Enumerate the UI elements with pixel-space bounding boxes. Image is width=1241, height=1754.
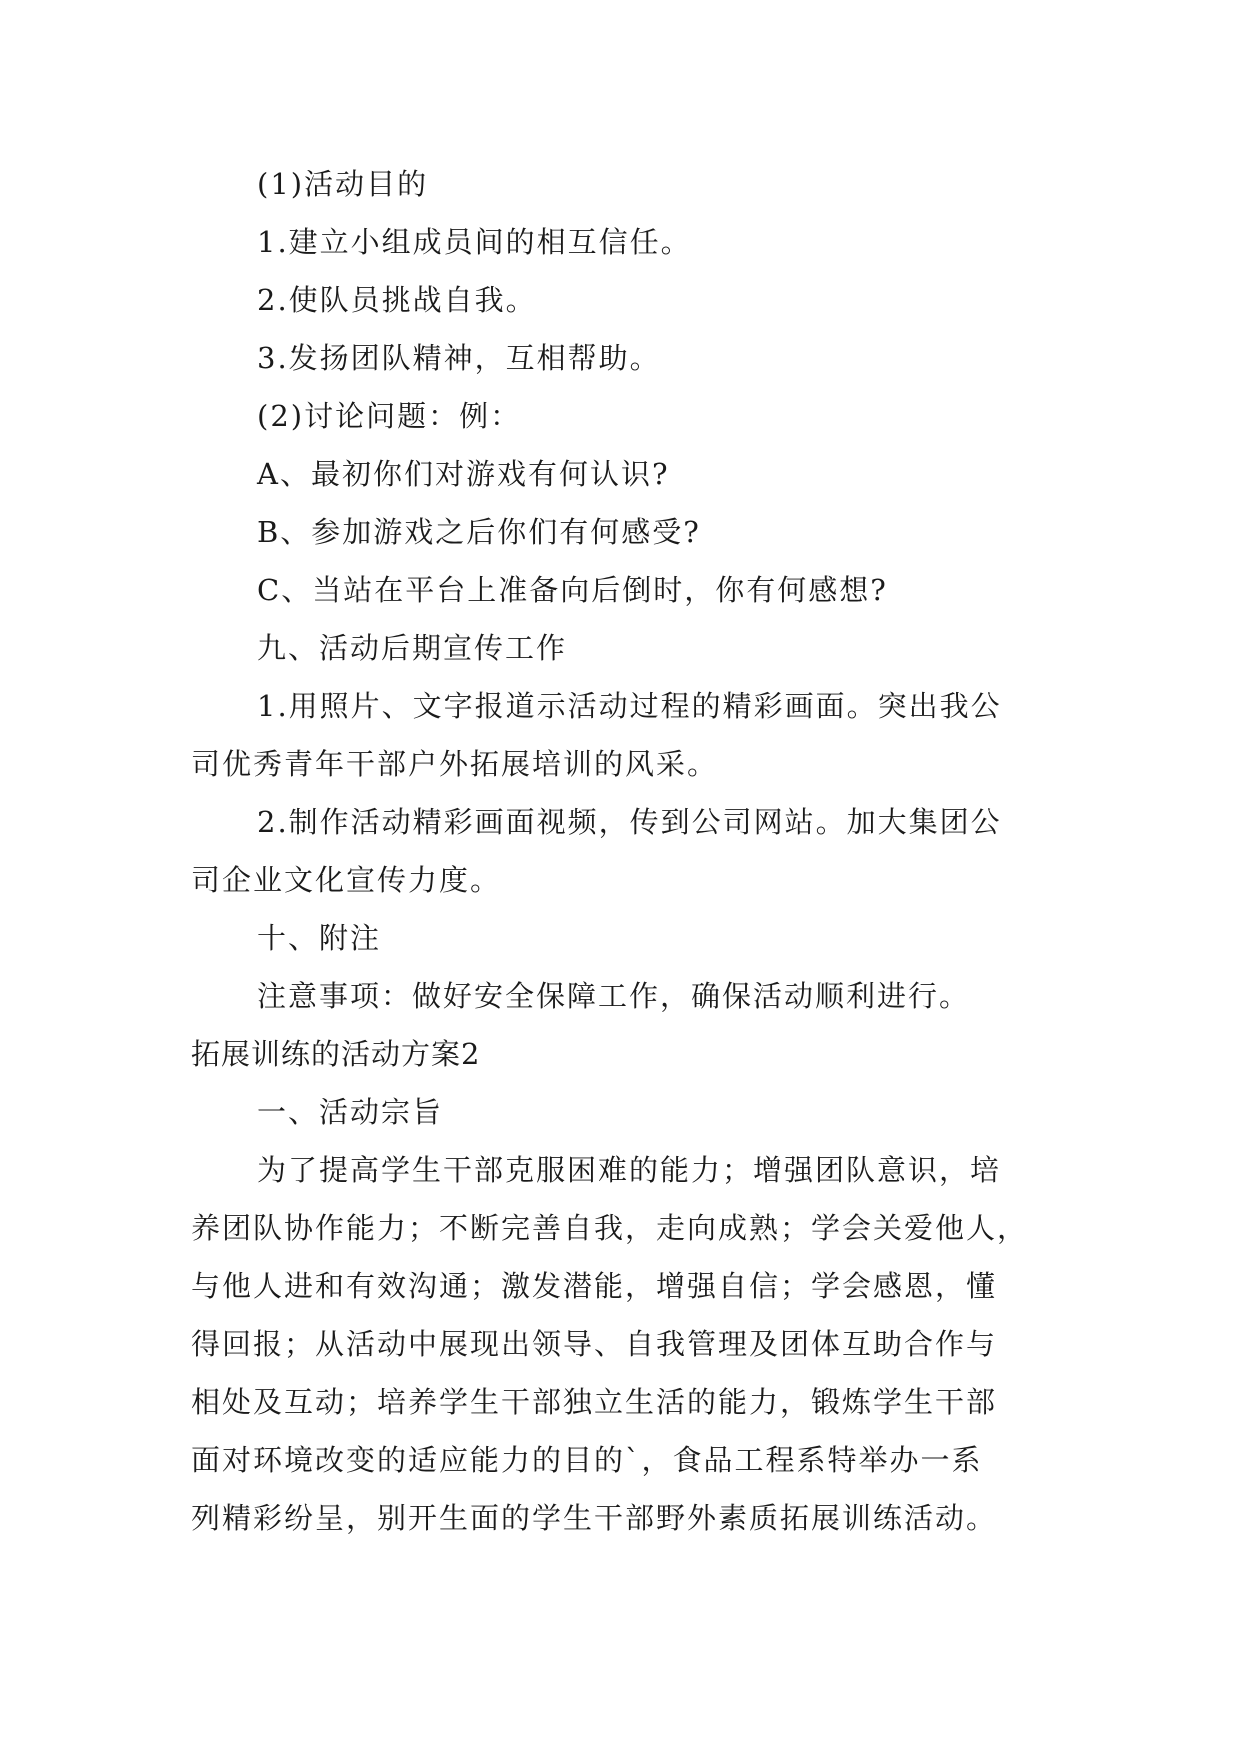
paragraph-line: 1.用照片、文字报道示活动过程的精彩画面。突出我公 <box>257 689 1002 723</box>
list-item: 1.建立小组成员间的相互信任。 <box>257 225 692 259</box>
paragraph-line: 面对环境改变的适应能力的目的`，食品工程系特举办一系 <box>191 1443 983 1477</box>
paragraph-line: 司企业文化宣传力度。 <box>191 863 502 897</box>
list-item: B、参加游戏之后你们有何感受? <box>257 515 701 549</box>
list-item: 3.发扬团队精神，互相帮助。 <box>257 341 661 375</box>
section-heading-notes: 十、附注 <box>257 921 382 955</box>
paragraph-line: 为了提高学生干部克服困难的能力；增强团队意识，培 <box>257 1153 1002 1187</box>
subheading-discussion: (2)讨论问题：例： <box>257 399 522 433</box>
paragraph-line: 2.制作活动精彩画面视频，传到公司网站。加大集团公 <box>257 805 1002 839</box>
paragraph-line: 养团队协作能力；不断完善自我，走向成熟；学会关爱他人， <box>191 1211 1029 1245</box>
section-heading-purpose: 一、活动宗旨 <box>257 1095 444 1129</box>
paragraph-line: 列精彩纷呈，别开生面的学生干部野外素质拓展训练活动。 <box>191 1501 998 1535</box>
subheading-activity-purpose: (1)活动目的 <box>257 167 429 201</box>
list-item: C、当站在平台上准备向后倒时，你有何感想? <box>257 573 888 607</box>
paragraph-line: 得回报；从活动中展现出领导、自我管理及团体互助合作与 <box>191 1327 998 1361</box>
document-title: 拓展训练的活动方案2 <box>191 1037 481 1071</box>
paragraph-line: 注意事项：做好安全保障工作，确保活动顺利进行。 <box>257 979 971 1013</box>
list-item: A、最初你们对游戏有何认识? <box>257 457 670 491</box>
section-heading-publicity: 九、活动后期宣传工作 <box>257 631 568 665</box>
paragraph-line: 与他人进和有效沟通；激发潜能，增强自信；学会感恩，懂 <box>191 1269 998 1303</box>
list-item: 2.使队员挑战自我。 <box>257 283 537 317</box>
paragraph-line: 司优秀青年干部户外拓展培训的风采。 <box>191 747 719 781</box>
paragraph-line: 相处及互动；培养学生干部独立生活的能力，锻炼学生干部 <box>191 1385 998 1419</box>
